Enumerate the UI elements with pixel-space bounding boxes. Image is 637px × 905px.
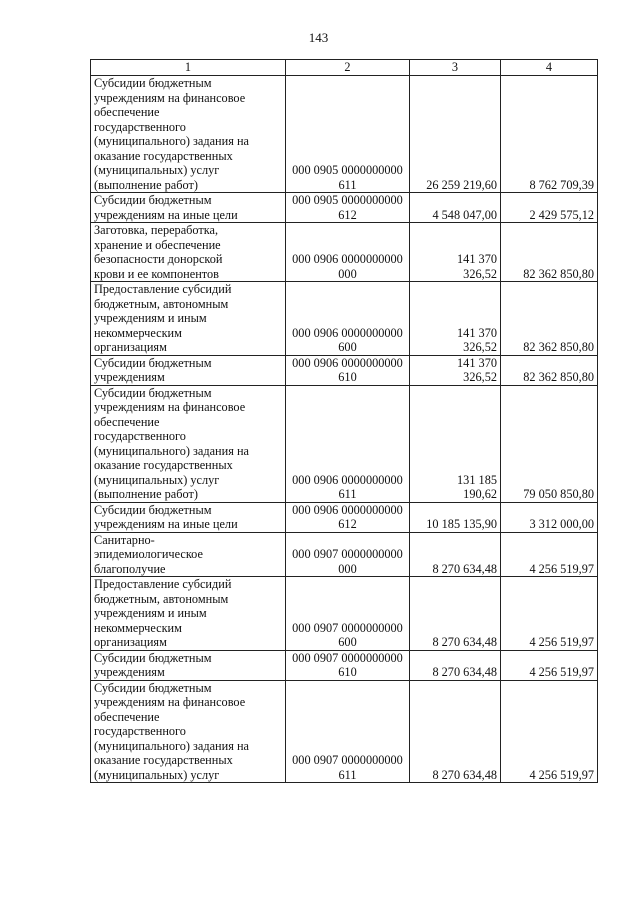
row-name: Субсидии бюджетным учреждениям на иные цели xyxy=(91,193,286,223)
table-row xyxy=(91,223,598,282)
table-row xyxy=(91,502,598,532)
row-amount-4: 4 256 519,97 xyxy=(501,532,598,577)
column-header-2: 2 xyxy=(286,60,410,76)
row-amount-4: 82 362 850,80 xyxy=(501,355,598,385)
row-name: Предоставление субсидий бюджетным, автономным учреждениям и иным некоммерческим организациям xyxy=(91,577,286,651)
page-number: 143 xyxy=(308,30,329,45)
table-body xyxy=(91,76,598,783)
row-code: 000 0907 0000000000 600 xyxy=(286,577,410,651)
row-name: Санитарно- эпидемиологическое благополучие xyxy=(91,532,286,577)
row-code: 000 0905 0000000000 612 xyxy=(286,193,410,223)
row-code: 000 0907 0000000000 610 xyxy=(286,650,410,680)
budget-table xyxy=(90,59,598,783)
row-amount-3: 8 270 634,48 xyxy=(410,577,501,651)
row-code: 000 0906 0000000000 611 xyxy=(286,385,410,502)
row-amount-4: 82 362 850,80 xyxy=(501,223,598,282)
row-amount-3: 10 185 135,90 xyxy=(410,502,501,532)
row-amount-4: 3 312 000,00 xyxy=(501,502,598,532)
row-code: 000 0907 0000000000 000 xyxy=(286,532,410,577)
row-name: Субсидии бюджетным учреждениям на иные цели xyxy=(91,502,286,532)
row-code: 000 0906 0000000000 612 xyxy=(286,502,410,532)
row-name: Субсидии бюджетным учреждениям на финансовое обеспечение государственного (муниципального) задания на оказание государственных (муниципальных) услуг (выполнение работ) xyxy=(91,385,286,502)
row-amount-4: 8 762 709,39 xyxy=(501,76,598,193)
table-row xyxy=(91,76,598,193)
table-row xyxy=(91,385,598,502)
row-amount-4: 4 256 519,97 xyxy=(501,680,598,783)
row-code: 000 0906 0000000000 000 xyxy=(286,223,410,282)
table-row xyxy=(91,532,598,577)
row-amount-4: 82 362 850,80 xyxy=(501,282,598,356)
table-row xyxy=(91,355,598,385)
row-name: Субсидии бюджетным учреждениям на финансовое обеспечение государственного (муниципального) задания на оказание государственных (муниципальных) услуг xyxy=(91,680,286,783)
row-amount-3: 4 548 047,00 xyxy=(410,193,501,223)
row-amount-4: 2 429 575,12 xyxy=(501,193,598,223)
row-amount-4: 4 256 519,97 xyxy=(501,577,598,651)
table-row xyxy=(91,193,598,223)
table-header-row xyxy=(91,60,598,76)
row-code: 000 0906 0000000000 600 xyxy=(286,282,410,356)
column-header-4: 4 xyxy=(501,60,598,76)
table-row xyxy=(91,650,598,680)
row-amount-3: 8 270 634,48 xyxy=(410,532,501,577)
table-row xyxy=(91,577,598,651)
row-amount-3: 8 270 634,48 xyxy=(410,650,501,680)
row-code: 000 0906 0000000000 610 xyxy=(286,355,410,385)
row-amount-4: 4 256 519,97 xyxy=(501,650,598,680)
row-name: Предоставление субсидий бюджетным, автономным учреждениям и иным некоммерческим организациям xyxy=(91,282,286,356)
table-row xyxy=(91,680,598,783)
row-amount-3: 141 370 326,52 xyxy=(410,355,501,385)
row-amount-3: 26 259 219,60 xyxy=(410,76,501,193)
column-header-3: 3 xyxy=(410,60,501,76)
row-amount-3: 141 370 326,52 xyxy=(410,282,501,356)
row-code: 000 0905 0000000000 611 xyxy=(286,76,410,193)
column-header-1: 1 xyxy=(91,60,286,76)
row-name: Субсидии бюджетным учреждениям на финансовое обеспечение государственного (муниципального) задания на оказание государственных (муниципальных) услуг (выполнение работ) xyxy=(91,76,286,193)
row-name: Заготовка, переработка, хранение и обеспечение безопасности донорской крови и ее компонентов xyxy=(91,223,286,282)
row-amount-4: 79 050 850,80 xyxy=(501,385,598,502)
row-name: Субсидии бюджетным учреждениям xyxy=(91,355,286,385)
row-code: 000 0907 0000000000 611 xyxy=(286,680,410,783)
row-amount-3: 131 185 190,62 xyxy=(410,385,501,502)
row-name: Субсидии бюджетным учреждениям xyxy=(91,650,286,680)
table-row xyxy=(91,282,598,356)
row-amount-3: 8 270 634,48 xyxy=(410,680,501,783)
row-amount-3: 141 370 326,52 xyxy=(410,223,501,282)
